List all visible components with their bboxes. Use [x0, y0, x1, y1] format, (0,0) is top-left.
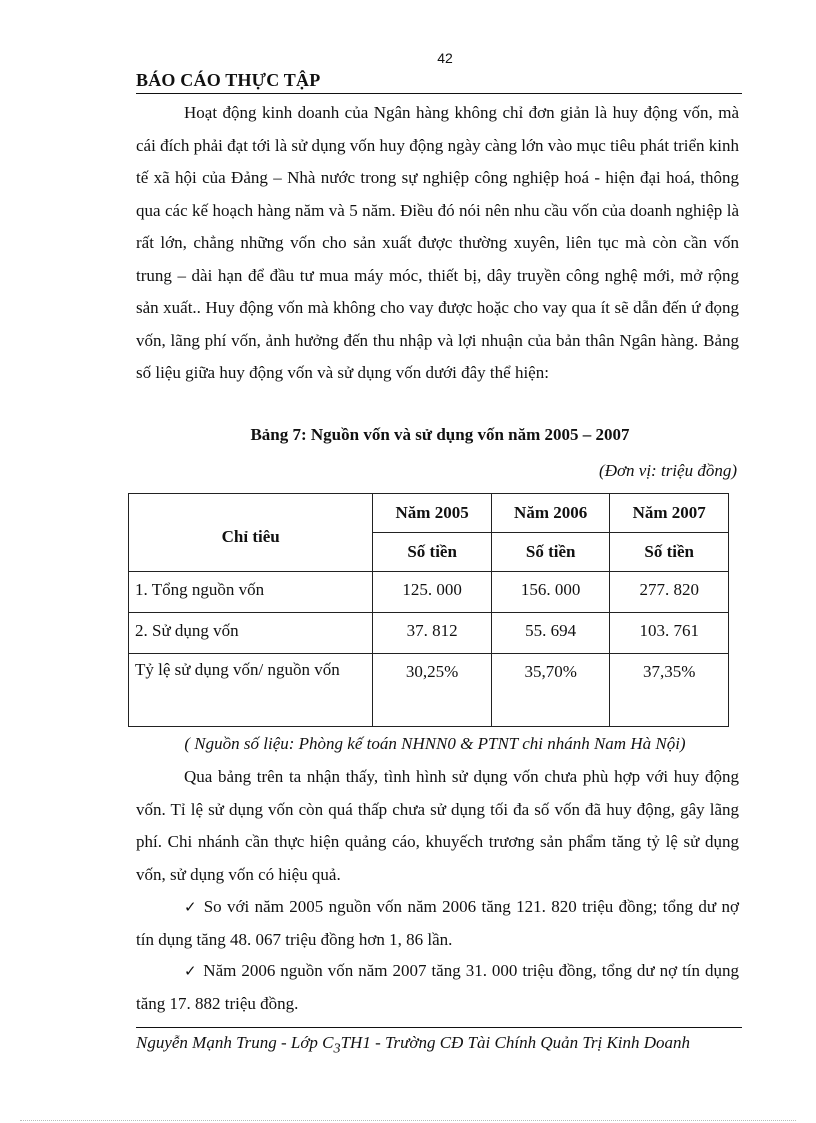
column-subheader-amount: Số tiền — [491, 533, 610, 572]
table-row — [129, 572, 729, 613]
cell-value: 125. 000 — [373, 572, 492, 613]
table-caption: Bảng 7: Nguồn vốn và sử dụng vốn năm 2005 – 2007 — [250, 425, 630, 444]
footer-prefix: Nguyễn Mạnh Trung - Lớp C — [136, 1033, 334, 1052]
cell-value: 30,25% — [373, 654, 492, 727]
page-bottom-border — [20, 1120, 796, 1121]
row-label: 1. Tổng nguồn vốn — [129, 572, 373, 613]
report-header-title: BÁO CÁO THỰC TẬP — [136, 70, 321, 90]
table-source-note: ( Nguồn số liệu: Phòng kế toán NHNN0 & PTNT chi nhánh Nam Hà Nội) — [184, 734, 686, 753]
column-subheader-amount: Số tiền — [610, 533, 729, 572]
intro-paragraph: Hoạt động kinh doanh của Ngân hàng không chỉ đơn giản là huy động vốn, mà cái đích phải đạt tới là sử dụng vốn huy động ngày càng lớn vào mục tiêu phát triển kinh tế xã hội của Đảng – Nhà nước trong sự nghiệp công nghiệp hoá - hiện đại hoá, thông qua các kế hoạch hàng năm và 5 năm. Điều đó nói nên nhu cầu vốn của doanh nghiệp là rất lớn, chẳng những vốn cho sản xuất được thường xuyên, liên tục mà còn cần vốn trung – dài hạn để đầu tư mua máy móc, thiết bị, dây truyền công nghệ mới, mở rộng sản xuất.. Huy động vốn mà không cho vay được hoặc cho vay qua ít sẽ dẫn đến ứ đọng vốn, lãng phí vốn, ảnh hưởng đến thu nhập và lợi nhuận của bản thân Ngân hàng. Bảng số liệu giữa huy động vốn và sử dụng vốn dưới đây thể hiện: — [136, 103, 739, 382]
bullet-text: So với năm 2005 nguồn vốn năm 2006 tăng 121. 820 triệu đồng; tổng dư nợ tín dụng tăng 48. 067 triệu đồng hơn 1, 86 lần. — [136, 897, 739, 949]
column-header-indicator: Chỉ tiêu — [129, 494, 373, 572]
bullet-item — [136, 891, 739, 956]
table-row — [129, 613, 729, 654]
footer-subscript: 3 — [333, 1040, 341, 1057]
bullet-text: Năm 2006 nguồn vốn năm 2007 tăng 31. 000 triệu đồng, tổng dư nợ tín dụng tăng 17. 882 triệu đồng. — [136, 961, 739, 1013]
table-unit: (Đơn vị: triệu đồng) — [599, 461, 737, 480]
table-row — [129, 654, 729, 727]
cell-value: 55. 694 — [491, 613, 610, 654]
bullet-item — [136, 955, 739, 1020]
checkmark-icon: ✓ — [184, 898, 198, 916]
table-header-row — [129, 494, 729, 533]
row-label: Tỷ lệ sử dụng vốn/ nguồn vốn — [129, 654, 373, 727]
cell-value: 277. 820 — [610, 572, 729, 613]
cell-value: 35,70% — [491, 654, 610, 727]
column-header-year-2006: Năm 2006 — [491, 494, 610, 533]
column-header-year-2005: Năm 2005 — [373, 494, 492, 533]
row-label: 2. Sử dụng vốn — [129, 613, 373, 654]
funding-table — [128, 493, 729, 727]
footer-author-line — [136, 1032, 726, 1059]
cell-value: 156. 000 — [491, 572, 610, 613]
checkmark-icon: ✓ — [184, 962, 198, 980]
footer-divider — [136, 1027, 742, 1028]
page-number: 42 — [437, 50, 453, 66]
column-subheader-amount: Số tiền — [373, 533, 492, 572]
cell-value: 37. 812 — [373, 613, 492, 654]
cell-value: 103. 761 — [610, 613, 729, 654]
footer-suffix: TH1 - Trường CĐ Tài Chính Quản Trị Kinh Doanh — [340, 1033, 691, 1052]
cell-value: 37,35% — [610, 654, 729, 727]
analysis-paragraph: Qua bảng trên ta nhận thấy, tình hình sử dụng vốn chưa phù hợp với huy động vốn. Tỉ lệ sử dụng vốn còn quá thấp chưa sử dụng tối đa số vốn đã huy động, gây lãng phí. Chi nhánh cần thực hiện quảng cáo, khuyếch trương sản phẩm tăng tỷ lệ sử dụng vốn, sử dụng vốn có hiệu quả. — [136, 767, 739, 884]
header-divider — [136, 93, 742, 94]
column-header-year-2007: Năm 2007 — [610, 494, 729, 533]
